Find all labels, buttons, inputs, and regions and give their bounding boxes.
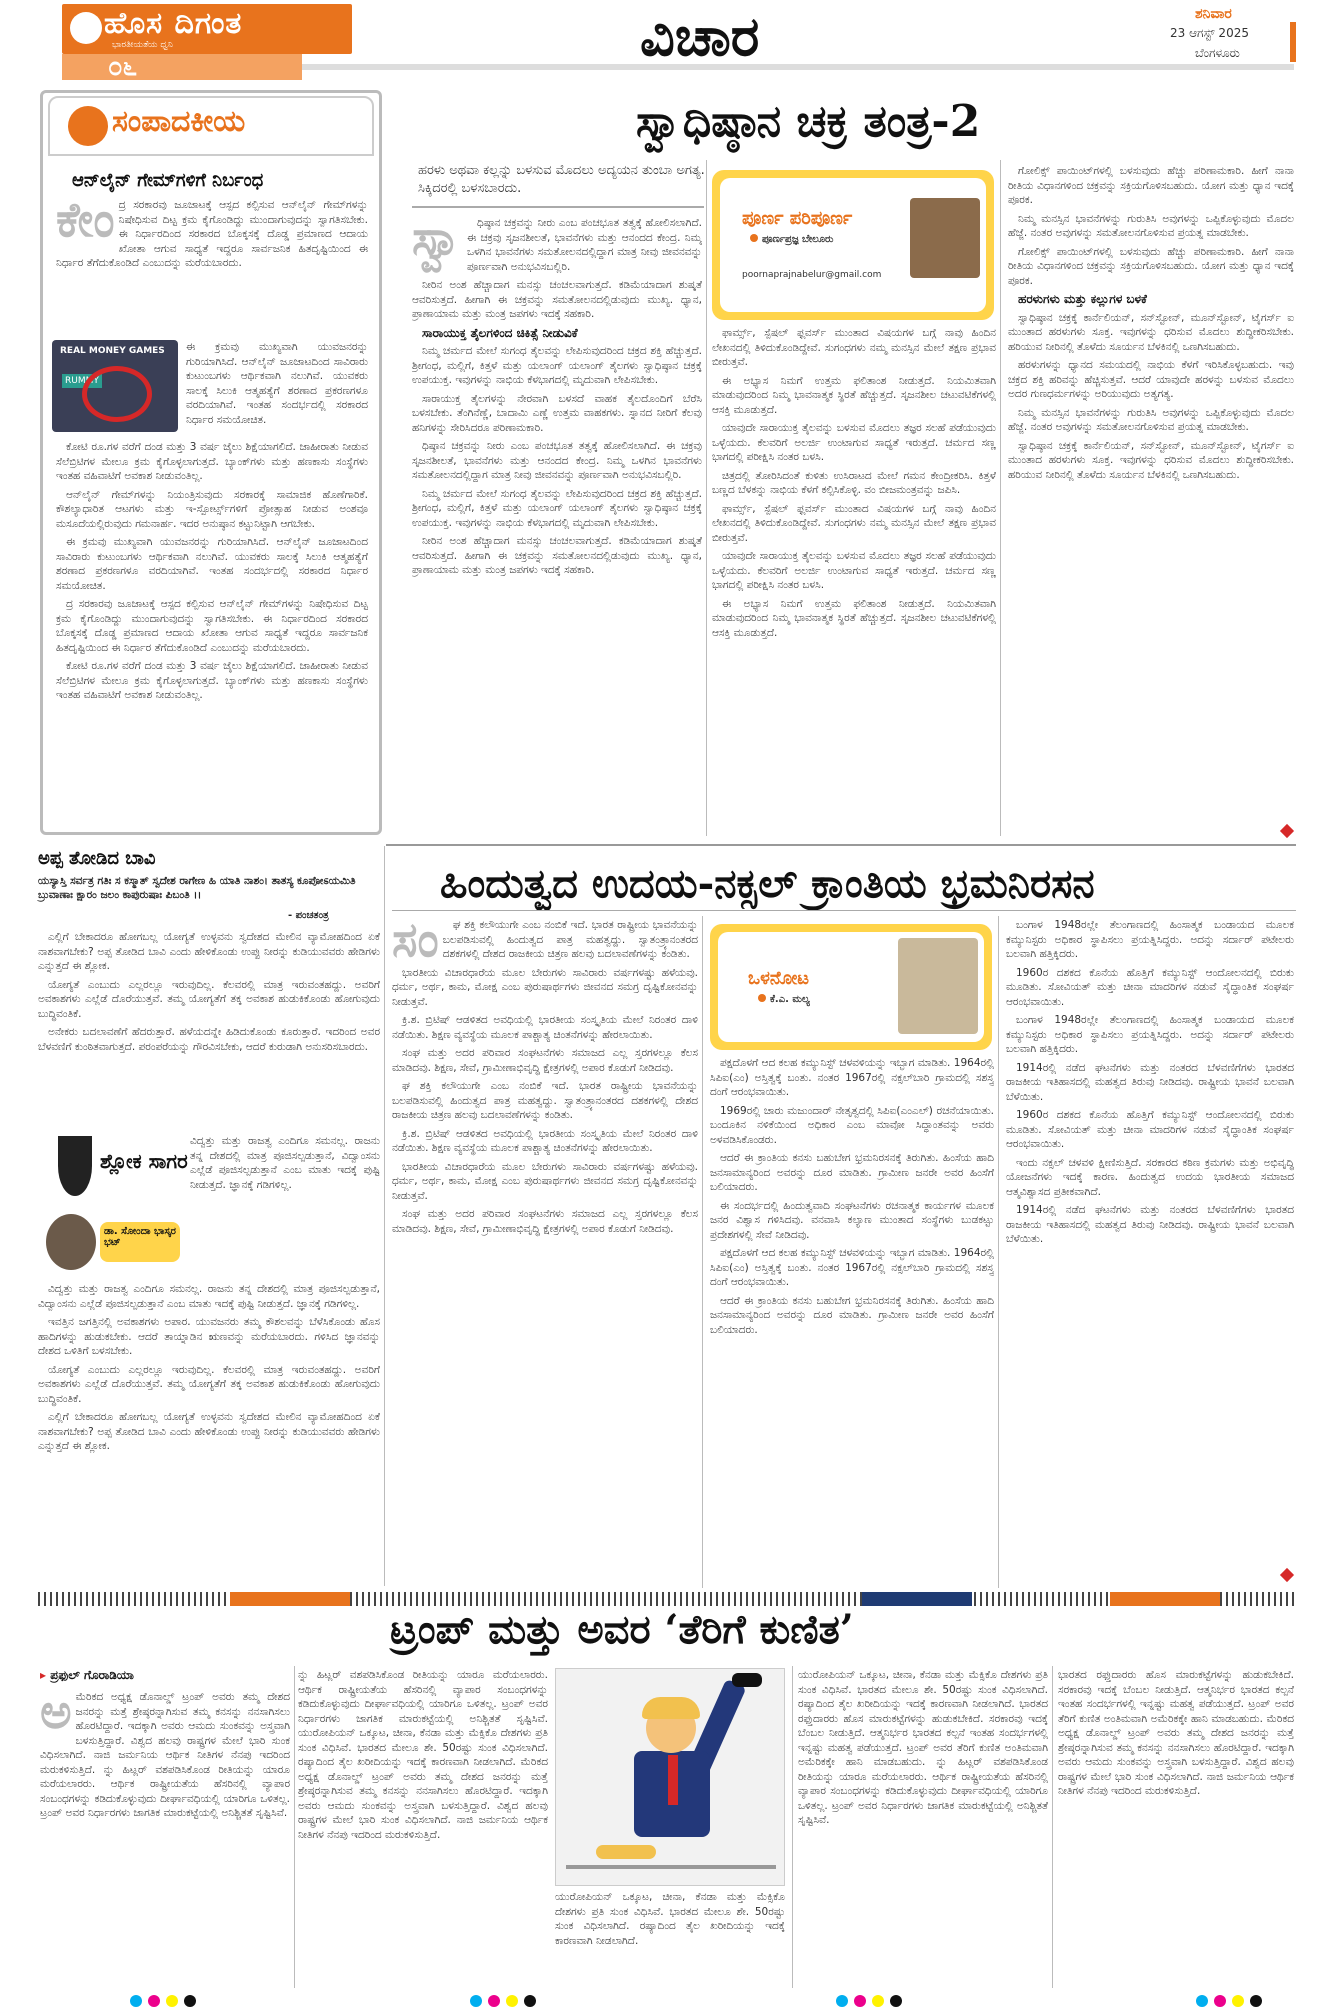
logo-emblem-icon	[70, 12, 102, 44]
column-rule	[792, 1666, 793, 1988]
editorial-text-top: ಕೇಂ ದ್ರ ಸರಕಾರವು ಜೂಜಾಟಕ್ಕೆ ಆಸ್ಪದ ಕಲ್ಪಿಸುವ ಆನ್‌ಲೈನ್ ಗೇಮ್‌ಗಳನ್ನು ನಿಷೇಧಿಸುವ ದಿಟ್ಟ ಕ್ರಮ ಕೈಗೊಂಡಿದ್ದು ಮುಂದಾಗುವುದನ್ನು ಸ್ವಾಗತಿಸಬೇಕು. ಈ ನಿರ್ಧಾರದಿಂದ ಸರಕಾರದ ಬೊಕ್ಕಸಕ್ಕೆ ದೊಡ್ಡ ಪ್ರಮಾಣದ ಆದಾಯ ಖೋತಾ ಆಗುವ ಸಾಧ್ಯತೆ ಇದ್ದರೂ ಸಾರ್ವಜನಿಕ ಹಿತದೃಷ್ಟಿಯಿಂದ ಈ ನಿರ್ಧಾರ ತೆಗೆದುಕೊಂಡಿದೆ ಎಂಬುದನ್ನು ಮರೆಯಬಾರದು.	[56, 198, 368, 269]
article2-dropcap: ಸಂ	[392, 918, 439, 968]
ban-icon	[82, 366, 152, 422]
author-photo	[910, 198, 980, 278]
article3-column-4: ಭಾರತದ ರಫ್ತುದಾರರು ಹೊಸ ಮಾರುಕಟ್ಟೆಗಳನ್ನು ಹುಡುಕಬೇಕಿದೆ. ಸರಕಾರವು ಇದಕ್ಕೆ ಬೆಂಬಲ ನೀಡುತ್ತಿದೆ. ಆತ್ಮನಿರ್ಭರ ಭಾರತದ ಕಲ್ಪನೆ ಇಂತಹ ಸಂದರ್ಭಗಳಲ್ಲಿ ಇನ್ನಷ್ಟು ಮಹತ್ವ ಪಡೆಯುತ್ತದೆ. ಟ್ರಂಪ್ ಅವರ ತೆರಿಗೆ ಕುಣಿತ ಅಂತಿಮವಾಗಿ ಅಮೆರಿಕಕ್ಕೇ ಹಾನಿ ಮಾಡಬಹುದು. ಮೆರಿಕದ ಅಧ್ಯಕ್ಷ ಡೊನಾಲ್ಡ್ ಟ್ರಂಪ್ ಅವರು ತಮ್ಮ ದೇಶದ ಜನರನ್ನು ಮತ್ತೆ ಶ್ರೇಷ್ಠರನ್ನಾಗಿಸುವ ತಮ್ಮ ಕನಸನ್ನು ನನಸಾಗಿಸಲು ಹೊರಟಿದ್ದಾರೆ. ಇದಕ್ಕಾಗಿ ಅವರು ಆಮದು ಸುಂಕವನ್ನು ಅಸ್ತ್ರವಾಗಿ ಬಳಸುತ್ತಿದ್ದಾರೆ. ವಿಶ್ವದ ಹಲವು ರಾಷ್ಟ್ರಗಳ ಮೇಲೆ ಭಾರಿ ಸುಂಕ ವಿಧಿಸಲಾಗಿದೆ. ನಾಜಿ ಜರ್ಮನಿಯ ಆರ್ಥಿಕ ನೀತಿಗಳ ನೆನಪು ಇದರಿಂದ ಮರುಕಳಿಸುತ್ತಿದೆ.	[1058, 1669, 1294, 1797]
headline-rule	[392, 910, 1296, 911]
bullet-icon	[758, 994, 766, 1002]
article3-column-1: ಅ ಮೆರಿಕದ ಅಧ್ಯಕ್ಷ ಡೊನಾಲ್ಡ್ ಟ್ರಂಪ್ ಅವರು ತಮ್ಮ ದೇಶದ ಜನರನ್ನು ಮತ್ತೆ ಶ್ರೇಷ್ಠರನ್ನಾಗಿಸುವ ತಮ್ಮ ಕನಸನ್ನು ನನಸಾಗಿಸಲು ಹೊರಟಿದ್ದಾರೆ. ಇದಕ್ಕಾಗಿ ಅವರು ಆಮದು ಸುಂಕವನ್ನು ಅಸ್ತ್ರವಾಗಿ ಬಳಸುತ್ತಿದ್ದಾರೆ. ವಿಶ್ವದ ಹಲವು ರಾಷ್ಟ್ರಗಳ ಮೇಲೆ ಭಾರಿ ಸುಂಕ ವಿಧಿಸಲಾಗಿದೆ. ನಾಜಿ ಜರ್ಮನಿಯ ಆರ್ಥಿಕ ನೀತಿಗಳ ನೆನಪು ಇದರಿಂದ ಮರುಕಳಿಸುತ್ತಿದೆ. ನ್ನು ಹಿಟ್ಲರ್ ವಶಪಡಿಸಿಕೊಂಡ ರೀತಿಯನ್ನು ಯಾರೂ ಮರೆಯಲಾರರು. ಆರ್ಥಿಕ ರಾಷ್ಟ್ರೀಯತೆಯ ಹೆಸರಿನಲ್ಲಿ ವ್ಯಾಪಾರ ಸಂಬಂಧಗಳನ್ನು ಕಡಿದುಕೊಳ್ಳುವುದು ದೀರ್ಘಾವಧಿಯಲ್ಲಿ ಯಾರಿಗೂ ಒಳಿತಲ್ಲ. ಟ್ರಂಪ್ ಅವರ ನಿರ್ಧಾರಗಳು ಜಾಗತಿಕ ಮಾರುಕಟ್ಟೆಯಲ್ಲಿ ಅನಿಶ್ಚಿತತೆ ಸೃಷ್ಟಿಸಿವೆ.	[40, 1690, 290, 1819]
online-game-ban-image	[52, 340, 178, 432]
editorial-emblem-icon	[68, 106, 108, 146]
article1-column-3: ಗೋಲಿಕ್ಸ್ ಪಾಯಿಂಟ್‌ಗಳಲ್ಲಿ ಬಳಸುವುದು ಹೆಚ್ಚು ಪರಿಣಾಮಕಾರಿ. ಹೀಗೆ ನಾನಾ ರೀತಿಯ ವಿಧಾನಗಳಿಂದ ಚಕ್ರವನ್ನು ಸಕ್ರಿಯಗೊಳಿಸಬಹುದು. ಯೋಗ ಮತ್ತು ಧ್ಯಾನ ಇದಕ್ಕೆ ಪೂರಕ. ನಿಮ್ಮ ಮನಸ್ಸಿನ ಭಾವನೆಗಳನ್ನು ಗುರುತಿಸಿ ಅವುಗಳನ್ನು ಒಪ್ಪಿಕೊಳ್ಳುವುದು ಮೊದಲ ಹೆಜ್ಜೆ. ನಂತರ ಅವುಗಳನ್ನು ಸಮತೋಲನಗೊಳಿಸುವ ಪ್ರಯತ್ನ ಮಾಡಬೇಕು. ಗೋಲಿಕ್ಸ್ ಪಾಯಿಂಟ್‌ಗಳಲ್ಲಿ ಬಳಸುವುದು ಹೆಚ್ಚು ಪರಿಣಾಮಕಾರಿ. ಹೀಗೆ ನಾನಾ ರೀತಿಯ ವಿಧಾನಗಳಿಂದ ಚಕ್ರವನ್ನು ಸಕ್ರಿಯಗೊಳಿಸಬಹುದು. ಯೋಗ ಮತ್ತು ಧ್ಯಾನ ಇದಕ್ಕೆ ಪೂರಕ. ಹರಳುಗಳು ಮತ್ತು ಕಲ್ಲುಗಳ ಬಳಕೆ ಸ್ವಾಧಿಷ್ಠಾನ ಚಕ್ರಕ್ಕೆ ಕಾರ್ನೆಲಿಯನ್, ಸನ್‌ಸ್ಟೋನ್, ಮೂನ್‌ಸ್ಟೋನ್, ಟೈಗರ್ಸ್ ಐ ಮುಂತಾದ ಹರಳುಗಳು ಸೂಕ್ತ. ಇವುಗಳನ್ನು ಧರಿಸುವ ಮೊದಲು ಶುದ್ಧೀಕರಿಸಬೇಕು. ಹರಿಯುವ ನೀರಿನಲ್ಲಿ ತೊಳೆದು ಸೂರ್ಯನ ಬೆಳಕಿನಲ್ಲಿ ಒಣಗಿಸಬಹುದು. ಹರಳುಗಳನ್ನು ಧ್ಯಾನದ ಸಮಯದಲ್ಲಿ ನಾಭಿಯ ಕೆಳಗೆ ಇರಿಸಿಕೊಳ್ಳಬಹುದು. ಇವು ಚಕ್ರದ ಶಕ್ತಿ ಹರಿವನ್ನು ಹೆಚ್ಚಿಸುತ್ತವೆ. ಆದರೆ ಯಾವುದೇ ಹರಳನ್ನು ಬಳಸುವ ಮೊದಲು ಅದರ ಗುಣಧರ್ಮಗಳನ್ನು ಅರಿಯುವುದು ಅತ್ಯಗತ್ಯ. ನಿಮ್ಮ ಮನಸ್ಸಿನ ಭಾವನೆಗಳನ್ನು ಗುರುತಿಸಿ ಅವುಗಳನ್ನು ಒಪ್ಪಿಕೊಳ್ಳುವುದು ಮೊದಲ ಹೆಜ್ಜೆ. ನಂತರ ಅವುಗಳನ್ನು ಸಮತೋಲನಗೊಳಿಸುವ ಪ್ರಯತ್ನ ಮಾಡಬೇಕು. ಸ್ವಾಧಿಷ್ಠಾನ ಚಕ್ರಕ್ಕೆ ಕಾರ್ನೆಲಿಯನ್, ಸನ್‌ಸ್ಟೋನ್, ಮೂನ್‌ಸ್ಟೋನ್, ಟೈಗರ್ಸ್ ಐ ಮುಂತಾದ ಹರಳುಗಳು ಸೂಕ್ತ. ಇವುಗಳನ್ನು ಧರಿಸುವ ಮೊದಲು ಶುದ್ಧೀಕರಿಸಬೇಕು. ಹರಿಯುವ ನೀರಿನಲ್ಲಿ ತೊಳೆದು ಸೂರ್ಯನ ಬೆಳಕಿನಲ್ಲಿ ಒಣಗಿಸಬಹುದು.	[1008, 165, 1294, 481]
registration-marks	[470, 1992, 542, 2006]
article1-author: ಪೂರ್ಣಪ್ರಜ್ಞ ಬೇಲೂರು	[750, 234, 833, 245]
divider-accent	[230, 1592, 350, 1606]
apta-text-bottom: ವಿದ್ವತ್ತು ಮತ್ತು ರಾಜತ್ವ ಎಂದಿಗೂ ಸಮನಲ್ಲ. ರಾಜನು ತನ್ನ ದೇಶದಲ್ಲಿ ಮಾತ್ರ ಪೂಜಿಸಲ್ಪಡುತ್ತಾನೆ, ವಿದ್ವಾಂಸನು ಎಲ್ಲೆಡೆ ಪೂಜಿಸಲ್ಪಡುತ್ತಾನೆ ಎಂಬ ಮಾತು ಇದಕ್ಕೆ ಪುಷ್ಟಿ ನೀಡುತ್ತದೆ. ಜ್ಞಾನಕ್ಕೆ ಗಡಿಗಳಿಲ್ಲ. ಇವತ್ತಿನ ಜಗತ್ತಿನಲ್ಲಿ ಅವಕಾಶಗಳು ಅಪಾರ. ಯುವಜನರು ತಮ್ಮ ಕೌಶಲವನ್ನು ಬೆಳೆಸಿಕೊಂಡು ಹೊಸ ಹಾದಿಗಳನ್ನು ಹುಡುಕಬೇಕು. ಆದರೆ ತಾಯ್ನಾಡಿನ ಋಣವನ್ನು ಮರೆಯಬಾರದು. ಗಳಿಸಿದ ಜ್ಞಾನವನ್ನು ದೇಶದ ಒಳಿತಿಗೆ ಬಳಸಬೇಕು. ಯೋಗ್ಯತೆ ಎಂಬುದು ಎಲ್ಲರಲ್ಲೂ ಇರುವುದಿಲ್ಲ. ಕೆಲವರಲ್ಲಿ ಮಾತ್ರ ಇರುವಂತಹದ್ದು. ಅವರಿಗೆ ಅವಕಾಶಗಳು ಎಲ್ಲೆಡೆ ದೊರೆಯುತ್ತವೆ. ತಮ್ಮ ಯೋಗ್ಯತೆಗೆ ತಕ್ಕ ಅವಕಾಶ ಹುಡುಕಿಕೊಂಡು ಹೋಗುವುದು ಬುದ್ಧಿವಂತಿಕೆ. ಎಲ್ಲಿಗೆ ಬೇಕಾದರೂ ಹೋಗಬಲ್ಲ ಯೋಗ್ಯತೆ ಉಳ್ಳವನು ಸ್ವದೇಶದ ಮೇಲಿನ ವ್ಯಾಮೋಹದಿಂದ ಏಕೆ ನಾಶವಾಗಬೇಕು? ಅಪ್ಪ ತೋಡಿದ ಬಾವಿ ಎಂದು ಹೇಳಿಕೊಂಡು ಉಪ್ಪು ನೀರನ್ನು ಕುಡಿಯುವವರು ಹೇಡಿಗಳು ಎನ್ನುತ್ತದೆ ಈ ಶ್ಲೋಕ.	[38, 1283, 380, 1452]
apta-title[interactable]: ಅಪ್ಪ ತೋಡಿದ ಬಾವಿ	[38, 848, 156, 869]
header-accent-bar	[1290, 22, 1296, 62]
editorial-text-side: ಈ ಕ್ರಮವು ಮುಖ್ಯವಾಗಿ ಯುವಜನರನ್ನು ಗುರಿಯಾಗಿಸಿದೆ. ಆನ್‌ಲೈನ್ ಜೂಜಾಟದಿಂದ ಸಾವಿರಾರು ಕುಟುಂಬಗಳು ಆರ್ಥಿಕವಾಗಿ ನಲುಗಿವೆ. ಯುವಕರು ಸಾಲಕ್ಕೆ ಸಿಲುಕಿ ಆತ್ಮಹತ್ಯೆಗೆ ಶರಣಾದ ಪ್ರಕರಣಗಳೂ ವರದಿಯಾಗಿವೆ. ಇಂತಹ ಸಂದರ್ಭದಲ್ಲಿ ಸರಕಾರದ ನಿರ್ಧಾರ ಸಮಯೋಚಿತ.	[186, 341, 368, 426]
page-number: ೦೬	[108, 52, 138, 82]
issue-day: ಶನಿವಾರ	[1195, 6, 1232, 22]
article1-headline[interactable]: ಸ್ವಾಧಿಷ್ಠಾನ ಚಕ್ರ ತಂತ್ರ-2	[636, 96, 981, 147]
article2-author-card	[710, 924, 992, 1050]
registration-marks	[836, 1992, 908, 2006]
article3-byline: ▸ ಪ್ರಫುಲ್ ಗೊರಾಡಿಯಾ	[40, 1668, 134, 1682]
article3-dropcap: ಅ	[40, 1690, 72, 1740]
article1-column-2: ಫಾರ್ಮ್ಸ್, ಸ್ಪೆಷಲ್ ಫ್ಲವರ್ಸ್ ಮುಂತಾದ ವಿಷಯಗಳ ಬಗ್ಗೆ ನಾವು ಹಿಂದಿನ ಲೇಖನದಲ್ಲಿ ತಿಳಿದುಕೊಂಡಿದ್ದೇವೆ. ಸುಗಂಧಗಳು ನಮ್ಮ ಮನಸ್ಸಿನ ಮೇಲೆ ತಕ್ಷಣ ಪ್ರಭಾವ ಬೀರುತ್ತವೆ. ಈ ಅಭ್ಯಾಸ ನಿಮಗೆ ಉತ್ತಮ ಫಲಿತಾಂಶ ನೀಡುತ್ತದೆ. ನಿಯಮಿತವಾಗಿ ಮಾಡುವುದರಿಂದ ನಿಮ್ಮ ಭಾವನಾತ್ಮಕ ಸ್ಥಿರತೆ ಹೆಚ್ಚುತ್ತದೆ. ಸೃಜನಶೀಲ ಚಟುವಟಿಕೆಗಳಲ್ಲಿ ಆಸಕ್ತಿ ಮೂಡುತ್ತದೆ. ಯಾವುದೇ ಸಾರಾಯುಕ್ತ ತೈಲವನ್ನು ಬಳಸುವ ಮೊದಲು ತಜ್ಞರ ಸಲಹೆ ಪಡೆಯುವುದು ಒಳ್ಳೆಯದು. ಕೆಲವರಿಗೆ ಅಲರ್ಜಿ ಉಂಟಾಗುವ ಸಾಧ್ಯತೆ ಇರುತ್ತದೆ. ಚರ್ಮದ ಸಣ್ಣ ಭಾಗದಲ್ಲಿ ಪರೀಕ್ಷಿಸಿ ನಂತರ ಬಳಸಿ. ಚಿತ್ರದಲ್ಲಿ ತೋರಿಸಿದಂತೆ ಕುಳಿತು ಉಸಿರಾಟದ ಮೇಲೆ ಗಮನ ಕೇಂದ್ರೀಕರಿಸಿ. ಕಿತ್ತಳೆ ಬಣ್ಣದ ಬೆಳಕನ್ನು ನಾಭಿಯ ಕೆಳಗೆ ಕಲ್ಪಿಸಿಕೊಳ್ಳಿ. ವಂ ಬೀಜಮಂತ್ರವನ್ನು ಜಪಿಸಿ. ಫಾರ್ಮ್ಸ್, ಸ್ಪೆಷಲ್ ಫ್ಲವರ್ಸ್ ಮುಂತಾದ ವಿಷಯಗಳ ಬಗ್ಗೆ ನಾವು ಹಿಂದಿನ ಲೇಖನದಲ್ಲಿ ತಿಳಿದುಕೊಂಡಿದ್ದೇವೆ. ಸುಗಂಧಗಳು ನಮ್ಮ ಮನಸ್ಸಿನ ಮೇಲೆ ತಕ್ಷಣ ಪ್ರಭಾವ ಬೀರುತ್ತವೆ. ಯಾವುದೇ ಸಾರಾಯುಕ್ತ ತೈಲವನ್ನು ಬಳಸುವ ಮೊದಲು ತಜ್ಞರ ಸಲಹೆ ಪಡೆಯುವುದು ಒಳ್ಳೆಯದು. ಕೆಲವರಿಗೆ ಅಲರ್ಜಿ ಉಂಟಾಗುವ ಸಾಧ್ಯತೆ ಇರುತ್ತದೆ. ಚರ್ಮದ ಸಣ್ಣ ಭಾಗದಲ್ಲಿ ಪರೀಕ್ಷಿಸಿ ನಂತರ ಬಳಸಿ. ಈ ಅಭ್ಯಾಸ ನಿಮಗೆ ಉತ್ತಮ ಫಲಿತಾಂಶ ನೀಡುತ್ತದೆ. ನಿಯಮಿತವಾಗಿ ಮಾಡುವುದರಿಂದ ನಿಮ್ಮ ಭಾವನಾತ್ಮಕ ಸ್ಥಿರತೆ ಹೆಚ್ಚುತ್ತದೆ. ಸೃಜನಶೀಲ ಚಟುವಟಿಕೆಗಳಲ್ಲಿ ಆಸಕ್ತಿ ಮೂಡುತ್ತದೆ.	[712, 327, 996, 639]
issue-date: 23 ಆಗಸ್ಟ್ 2025	[1170, 26, 1249, 40]
article1-subhead-oils: ಸಾರಾಯುಕ್ತ ತೈಲಗಳಿಂದ ಚಿಕಿತ್ಸೆ ನೀಡುವಿಕೆ	[422, 325, 578, 340]
page-divider	[38, 1592, 1298, 1606]
editorial-text-body: ಕೋಟಿ ರೂ.ಗಳ ವರೆಗೆ ದಂಡ ಮತ್ತು 3 ವರ್ಷ ಜೈಲು ಶಿಕ್ಷೆಯಾಗಲಿದೆ. ಜಾಹೀರಾತು ನೀಡುವ ಸೆಲೆಬ್ರಿಟಿಗಳ ಮೇಲೂ ಕ್ರಮ ಕೈಗೊಳ್ಳಲಾಗುತ್ತದೆ. ಬ್ಯಾಂಕ್‌ಗಳು ಮತ್ತು ಹಣಕಾಸು ಸಂಸ್ಥೆಗಳು ಇಂತಹ ವಹಿವಾಟಿಗೆ ಅವಕಾಶ ನೀಡುವಂತಿಲ್ಲ. ಆನ್‌ಲೈನ್ ಗೇಮ್‌ಗಳನ್ನು ನಿಯಂತ್ರಿಸುವುದು ಸರಕಾರಕ್ಕೆ ಸಾಮಾಜಿಕ ಹೊಣೆಗಾರಿಕೆ. ಕೌಶಲ್ಯಾಧಾರಿತ ಆಟಗಳು ಮತ್ತು ಇ-ಸ್ಪೋರ್ಟ್ಸ್‌ಗಳಿಗೆ ಪ್ರೋತ್ಸಾಹ ನೀಡುವ ಅಂಶವೂ ಮಸೂದೆಯಲ್ಲಿರುವುದು ಗಮನಾರ್ಹ. ಇದರ ಅನುಷ್ಠಾನ ಕಟ್ಟುನಿಟ್ಟಾಗಿ ಆಗಬೇಕು. ಈ ಕ್ರಮವು ಮುಖ್ಯವಾಗಿ ಯುವಜನರನ್ನು ಗುರಿಯಾಗಿಸಿದೆ. ಆನ್‌ಲೈನ್ ಜೂಜಾಟದಿಂದ ಸಾವಿರಾರು ಕುಟುಂಬಗಳು ಆರ್ಥಿಕವಾಗಿ ನಲುಗಿವೆ. ಯುವಕರು ಸಾಲಕ್ಕೆ ಸಿಲುಕಿ ಆತ್ಮಹತ್ಯೆಗೆ ಶರಣಾದ ಪ್ರಕರಣಗಳೂ ವರದಿಯಾಗಿವೆ. ಇಂತಹ ಸಂದರ್ಭದಲ್ಲಿ ಸರಕಾರದ ನಿರ್ಧಾರ ಸಮಯೋಚಿತ. ದ್ರ ಸರಕಾರವು ಜೂಜಾಟಕ್ಕೆ ಆಸ್ಪದ ಕಲ್ಪಿಸುವ ಆನ್‌ಲೈನ್ ಗೇಮ್‌ಗಳನ್ನು ನಿಷೇಧಿಸುವ ದಿಟ್ಟ ಕ್ರಮ ಕೈಗೊಂಡಿದ್ದು ಮುಂದಾಗುವುದನ್ನು ಸ್ವಾಗತಿಸಬೇಕು. ಈ ನಿರ್ಧಾರದಿಂದ ಸರಕಾರದ ಬೊಕ್ಕಸಕ್ಕೆ ದೊಡ್ಡ ಪ್ರಮಾಣದ ಆದಾಯ ಖೋತಾ ಆಗುವ ಸಾಧ್ಯತೆ ಇದ್ದರೂ ಸಾರ್ವಜನಿಕ ಹಿತದೃಷ್ಟಿಯಿಂದ ಈ ನಿರ್ಧಾರ ತೆಗೆದುಕೊಂಡಿದೆ ಎಂಬುದನ್ನು ಮರೆಯಬಾರದು. ಕೋಟಿ ರೂ.ಗಳ ವರೆಗೆ ದಂಡ ಮತ್ತು 3 ವರ್ಷ ಜೈಲು ಶಿಕ್ಷೆಯಾಗಲಿದೆ. ಜಾಹೀರಾತು ನೀಡುವ ಸೆಲೆಬ್ರಿಟಿಗಳ ಮೇಲೂ ಕ್ರಮ ಕೈಗೊಳ್ಳಲಾಗುತ್ತದೆ. ಬ್ಯಾಂಕ್‌ಗಳು ಮತ್ತು ಹಣಕಾಸು ಸಂಸ್ಥೆಗಳು ಇಂತಹ ವಹಿವಾಟಿಗೆ ಅವಕಾಶ ನೀಡುವಂತಿಲ್ಲ.	[56, 441, 368, 701]
shloka-author-photo	[46, 1214, 96, 1270]
shloka-author: ಡಾ. ಸೋಂದಾ ಭಾಸ್ಕರ ಭಟ್	[100, 1222, 180, 1262]
article1-email[interactable]: poornaprajnabelur@gmail.com	[742, 270, 882, 280]
paper-tagline: ಭಾರತೀಯತೆಯ ಧ್ವನಿ	[112, 40, 173, 50]
editorial-dropcap: ಕೇಂ	[56, 198, 115, 248]
bullet-icon	[750, 234, 758, 242]
column-rule	[1052, 1666, 1053, 1988]
article2-author: ಕೆ.ಎ. ಮಲ್ಯ	[758, 994, 810, 1005]
section-title: ವಿಚಾರ	[640, 4, 760, 68]
rummy-label: RUMMY	[62, 374, 102, 388]
page-tab	[62, 54, 302, 80]
article1-author-card	[712, 170, 994, 320]
article1-subhead-crystals: ಹರಳುಗಳು ಮತ್ತು ಕಲ್ಲುಗಳ ಬಳಕೆ	[1018, 292, 1147, 306]
article1-column-1: ಸ್ವಾ ಧಿಷ್ಠಾನ ಚಕ್ರವನ್ನು ನೀರು ಎಂಬ ಪಂಚಭೂತ ತತ್ವಕ್ಕೆ ಹೋಲಿಸಲಾಗಿದೆ. ಈ ಚಕ್ರವು ಸೃಜನಶೀಲತೆ, ಭಾವನೆಗಳು ಮತ್ತು ಆನಂದದ ಕೇಂದ್ರ. ನಿಮ್ಮ ಒಳಗಿನ ಭಾವನೆಗಳು ಸಮತೋಲನದಲ್ಲಿದ್ದಾಗ ಮಾತ್ರ ನೀವು ಜೀವನವನ್ನು ಪೂರ್ಣವಾಗಿ ಅನುಭವಿಸಬಲ್ಲಿರಿ. ನೀರಿನ ಅಂಶ ಹೆಚ್ಚಾದಾಗ ಮನಸ್ಸು ಚಂಚಲವಾಗುತ್ತದೆ. ಕಡಿಮೆಯಾದಾಗ ಶುಷ್ಕತೆ ಆವರಿಸುತ್ತದೆ. ಹೀಗಾಗಿ ಈ ಚಕ್ರವನ್ನು ಸಮತೋಲನದಲ್ಲಿಡುವುದು ಮುಖ್ಯ. ಧ್ಯಾನ, ಪ್ರಾಣಾಯಾಮ ಮತ್ತು ಮಂತ್ರ ಜಪಗಳು ಇದಕ್ಕೆ ಸಹಕಾರಿ. ಸಾರಾಯುಕ್ತ ತೈಲಗಳಿಂದ ಚಿಕಿತ್ಸೆ ನೀಡುವಿಕೆ ನಿಮ್ಮ ಚರ್ಮದ ಮೇಲೆ ಸುಗಂಧ ತೈಲವನ್ನು ಲೇಪಿಸುವುದರಿಂದ ಚಕ್ರದ ಶಕ್ತಿ ಹೆಚ್ಚುತ್ತದೆ. ಶ್ರೀಗಂಧ, ಮಲ್ಲಿಗೆ, ಕಿತ್ತಳೆ ಮತ್ತು ಯಲಾಂಗ್ ಯಲಾಂಗ್ ತೈಲಗಳು ಸ್ವಾಧಿಷ್ಠಾನ ಚಕ್ರಕ್ಕೆ ಉಪಯುಕ್ತ. ಇವುಗಳನ್ನು ನಾಭಿಯ ಕೆಳಭಾಗದಲ್ಲಿ ಮೃದುವಾಗಿ ಲೇಪಿಸಬೇಕು. ಸಾರಾಯುಕ್ತ ತೈಲಗಳನ್ನು ನೇರವಾಗಿ ಬಳಸದೆ ವಾಹಕ ತೈಲದೊಂದಿಗೆ ಬೆರೆಸಿ ಬಳಸಬೇಕು. ತೆಂಗಿನೆಣ್ಣೆ, ಬಾದಾಮಿ ಎಣ್ಣೆ ಉತ್ತಮ ವಾಹಕಗಳು. ಸ್ನಾನದ ನೀರಿಗೆ ಕೆಲವು ಹನಿಗಳನ್ನು ಸೇರಿಸಿದರೂ ಪರಿಣಾಮಕಾರಿ. ಧಿಷ್ಠಾನ ಚಕ್ರವನ್ನು ನೀರು ಎಂಬ ಪಂಚಭೂತ ತತ್ವಕ್ಕೆ ಹೋಲಿಸಲಾಗಿದೆ. ಈ ಚಕ್ರವು ಸೃಜನಶೀಲತೆ, ಭಾವನೆಗಳು ಮತ್ತು ಆನಂದದ ಕೇಂದ್ರ. ನಿಮ್ಮ ಒಳಗಿನ ಭಾವನೆಗಳು ಸಮತೋಲನದಲ್ಲಿದ್ದಾಗ ಮಾತ್ರ ನೀವು ಜೀವನವನ್ನು ಪೂರ್ಣವಾಗಿ ಅನುಭವಿಸಬಲ್ಲಿರಿ. ನಿಮ್ಮ ಚರ್ಮದ ಮೇಲೆ ಸುಗಂಧ ತೈಲವನ್ನು ಲೇಪಿಸುವುದರಿಂದ ಚಕ್ರದ ಶಕ್ತಿ ಹೆಚ್ಚುತ್ತದೆ. ಶ್ರೀಗಂಧ, ಮಲ್ಲಿಗೆ, ಕಿತ್ತಳೆ ಮತ್ತು ಯಲಾಂಗ್ ಯಲಾಂಗ್ ತೈಲಗಳು ಸ್ವಾಧಿಷ್ಠಾನ ಚಕ್ರಕ್ಕೆ ಉಪಯುಕ್ತ. ಇವುಗಳನ್ನು ನಾಭಿಯ ಕೆಳಭಾಗದಲ್ಲಿ ಮೃದುವಾಗಿ ಲೇಪಿಸಬೇಕು. ನೀರಿನ ಅಂಶ ಹೆಚ್ಚಾದಾಗ ಮನಸ್ಸು ಚಂಚಲವಾಗುತ್ತದೆ. ಕಡಿಮೆಯಾದಾಗ ಶುಷ್ಕತೆ ಆವರಿಸುತ್ತದೆ. ಹೀಗಾಗಿ ಈ ಚಕ್ರವನ್ನು ಸಮತೋಲನದಲ್ಲಿಡುವುದು ಮುಖ್ಯ. ಧ್ಯಾನ, ಪ್ರಾಣಾಯಾಮ ಮತ್ತು ಮಂತ್ರ ಜಪಗಳು ಇದಕ್ಕೆ ಸಹಕಾರಿ.	[412, 216, 702, 576]
issue-city: ಬೆಂಗಳೂರು	[1195, 46, 1240, 60]
standfirst-rule	[412, 206, 704, 208]
divider-accent	[1110, 1592, 1220, 1606]
apta-text-top: ಎಲ್ಲಿಗೆ ಬೇಕಾದರೂ ಹೋಗಬಲ್ಲ ಯೋಗ್ಯತೆ ಉಳ್ಳವನು ಸ್ವದೇಶದ ಮೇಲಿನ ವ್ಯಾಮೋಹದಿಂದ ಏಕೆ ನಾಶವಾಗಬೇಕು? ಅಪ್ಪ ತೋಡಿದ ಬಾವಿ ಎಂದು ಹೇಳಿಕೊಂಡು ಉಪ್ಪು ನೀರನ್ನು ಕುಡಿಯುವವರು ಹೇಡಿಗಳು ಎನ್ನುತ್ತದೆ ಈ ಶ್ಲೋಕ. ಯೋಗ್ಯತೆ ಎಂಬುದು ಎಲ್ಲರಲ್ಲೂ ಇರುವುದಿಲ್ಲ. ಕೆಲವರಲ್ಲಿ ಮಾತ್ರ ಇರುವಂತಹದ್ದು. ಅವರಿಗೆ ಅವಕಾಶಗಳು ಎಲ್ಲೆಡೆ ದೊರೆಯುತ್ತವೆ. ತಮ್ಮ ಯೋಗ್ಯತೆಗೆ ತಕ್ಕ ಅವಕಾಶ ಹುಡುಕಿಕೊಂಡು ಹೋಗುವುದು ಬುದ್ಧಿವಂತಿಕೆ. ಅನೇಕರು ಬದಲಾವಣೆಗೆ ಹೆದರುತ್ತಾರೆ. ಹಳೆಯದನ್ನೇ ಹಿಡಿದುಕೊಂಡು ಕೂರುತ್ತಾರೆ. ಇದರಿಂದ ಅವರ ಬೆಳವಣಿಗೆ ಕುಂಠಿತವಾಗುತ್ತದೆ. ಪರಂಪರೆಯನ್ನು ಗೌರವಿಸಬೇಕು, ಆದರೆ ಕುರುಡಾಗಿ ಅನುಸರಿಸಬಾರದು.	[38, 931, 380, 1053]
paper-name: ಹೊಸ ದಿಗಂತ	[104, 6, 243, 41]
column-rule	[294, 1666, 295, 1988]
article3-column-3: ಯುರೋಪಿಯನ್ ಒಕ್ಕೂಟ, ಚೀನಾ, ಕೆನಡಾ ಮತ್ತು ಮೆಕ್ಸಿಕೊ ದೇಶಗಳು ಪ್ರತಿ ಸುಂಕ ವಿಧಿಸಿವೆ. ಭಾರತದ ಮೇಲೂ ಶೇ. 50ರಷ್ಟು ಸುಂಕ ವಿಧಿಸಲಾಗಿದೆ. ರಷ್ಯಾದಿಂದ ತೈಲ ಖರೀದಿಯನ್ನು ಇದಕ್ಕೆ ಕಾರಣವಾಗಿ ನೀಡಲಾಗಿದೆ. ಭಾರತದ ರಫ್ತುದಾರರು ಹೊಸ ಮಾರುಕಟ್ಟೆಗಳನ್ನು ಹುಡುಕಬೇಕಿದೆ. ಸರಕಾರವು ಇದಕ್ಕೆ ಬೆಂಬಲ ನೀಡುತ್ತಿದೆ. ಆತ್ಮನಿರ್ಭರ ಭಾರತದ ಕಲ್ಪನೆ ಇಂತಹ ಸಂದರ್ಭಗಳಲ್ಲಿ ಇನ್ನಷ್ಟು ಮಹತ್ವ ಪಡೆಯುತ್ತದೆ. ಟ್ರಂಪ್ ಅವರ ತೆರಿಗೆ ಕುಣಿತ ಅಂತಿಮವಾಗಿ ಅಮೆರಿಕಕ್ಕೇ ಹಾನಿ ಮಾಡಬಹುದು. ನ್ನು ಹಿಟ್ಲರ್ ವಶಪಡಿಸಿಕೊಂಡ ರೀತಿಯನ್ನು ಯಾರೂ ಮರೆಯಲಾರರು. ಆರ್ಥಿಕ ರಾಷ್ಟ್ರೀಯತೆಯ ಹೆಸರಿನಲ್ಲಿ ವ್ಯಾಪಾರ ಸಂಬಂಧಗಳನ್ನು ಕಡಿದುಕೊಳ್ಳುವುದು ದೀರ್ಘಾವಧಿಯಲ್ಲಿ ಯಾರಿಗೂ ಒಳಿತಲ್ಲ. ಟ್ರಂಪ್ ಅವರ ನಿರ್ಧಾರಗಳು ಜಾಗತಿಕ ಮಾರುಕಟ್ಟೆಯಲ್ಲಿ ಅನಿಶ್ಚಿತತೆ ಸೃಷ್ಟಿಸಿವೆ.	[798, 1669, 1048, 1826]
registration-marks	[1196, 1992, 1268, 2006]
trump-cartoon	[555, 1668, 785, 1886]
ink-pen-icon	[58, 1136, 92, 1196]
apta-text-side: ವಿದ್ವತ್ತು ಮತ್ತು ರಾಜತ್ವ ಎಂದಿಗೂ ಸಮನಲ್ಲ. ರಾಜನು ತನ್ನ ದೇಶದಲ್ಲಿ ಮಾತ್ರ ಪೂಜಿಸಲ್ಪಡುತ್ತಾನೆ, ವಿದ್ವಾಂಸನು ಎಲ್ಲೆಡೆ ಪೂಜಿಸಲ್ಪಡುತ್ತಾನೆ ಎಂಬ ಮಾತು ಇದಕ್ಕೆ ಪುಷ್ಟಿ ನೀಡುತ್ತದೆ. ಜ್ಞಾನಕ್ಕೆ ಗಡಿಗಳಿಲ್ಲ.	[190, 1135, 380, 1191]
article1-column-name: ಪೂರ್ಣ ಪರಿಪೂರ್ಣ	[742, 208, 853, 229]
article2-column-3: ಬಂಗಾಳ 1948ರಲ್ಲೇ ತೆಲಂಗಾಣದಲ್ಲಿ ಹಿಂಸಾತ್ಮಕ ಬಂಡಾಯದ ಮೂಲಕ ಕಮ್ಯುನಿಸ್ಟರು ಅಧಿಕಾರ ಸ್ಥಾಪಿಸಲು ಪ್ರಯತ್ನಿಸಿದ್ದರು. ಅದನ್ನು ಸರ್ದಾರ್ ಪಟೇಲರು ಬಲವಾಗಿ ಹತ್ತಿಕ್ಕಿದರು. 1960ರ ದಶಕದ ಕೊನೆಯ ಹೊತ್ತಿಗೆ ಕಮ್ಯುನಿಸ್ಟ್ ಆಂದೋಲನದಲ್ಲಿ ಬಿರುಕು ಮೂಡಿತು. ಸೋವಿಯತ್ ಮತ್ತು ಚೀನಾ ಮಾದರಿಗಳ ನಡುವೆ ಸೈದ್ಧಾಂತಿಕ ಸಂಘರ್ಷ ಆರಂಭವಾಯಿತು. ಬಂಗಾಳ 1948ರಲ್ಲೇ ತೆಲಂಗಾಣದಲ್ಲಿ ಹಿಂಸಾತ್ಮಕ ಬಂಡಾಯದ ಮೂಲಕ ಕಮ್ಯುನಿಸ್ಟರು ಅಧಿಕಾರ ಸ್ಥಾಪಿಸಲು ಪ್ರಯತ್ನಿಸಿದ್ದರು. ಅದನ್ನು ಸರ್ದಾರ್ ಪಟೇಲರು ಬಲವಾಗಿ ಹತ್ತಿಕ್ಕಿದರು. 1914ರಲ್ಲಿ ನಡೆದ ಘಟನೆಗಳು ಮತ್ತು ನಂತರದ ಬೆಳವಣಿಗೆಗಳು ಭಾರತದ ರಾಜಕೀಯ ಇತಿಹಾಸದಲ್ಲಿ ಮಹತ್ವದ ತಿರುವು ನೀಡಿದವು. ರಾಷ್ಟ್ರೀಯ ಭಾವನೆ ಬಲವಾಗಿ ಬೆಳೆಯಿತು. 1960ರ ದಶಕದ ಕೊನೆಯ ಹೊತ್ತಿಗೆ ಕಮ್ಯುನಿಸ್ಟ್ ಆಂದೋಲನದಲ್ಲಿ ಬಿರುಕು ಮೂಡಿತು. ಸೋವಿಯತ್ ಮತ್ತು ಚೀನಾ ಮಾದರಿಗಳ ನಡುವೆ ಸೈದ್ಧಾಂತಿಕ ಸಂಘರ್ಷ ಆರಂಭವಾಯಿತು. ಇಂದು ನಕ್ಸಲ್ ಚಳವಳಿ ಕ್ಷೀಣಿಸುತ್ತಿದೆ. ಸರಕಾರದ ಕಠಿಣ ಕ್ರಮಗಳು ಮತ್ತು ಅಭಿವೃದ್ಧಿ ಯೋಜನೆಗಳು ಇದಕ್ಕೆ ಕಾರಣ. ಹಿಂದುತ್ವದ ಉದಯ ಭಾರತೀಯ ಸಮಾಜದ ಆತ್ಮವಿಶ್ವಾಸದ ಪ್ರತೀಕವಾಗಿದೆ. 1914ರಲ್ಲಿ ನಡೆದ ಘಟನೆಗಳು ಮತ್ತು ನಂತರದ ಬೆಳವಣಿಗೆಗಳು ಭಾರತದ ರಾಜಕೀಯ ಇತಿಹಾಸದಲ್ಲಿ ಮಹತ್ವದ ತಿರುವು ನೀಡಿದವು. ರಾಷ್ಟ್ರೀಯ ಭಾವನೆ ಬಲವಾಗಿ ಬೆಳೆಯಿತು.	[1006, 919, 1294, 1245]
masthead	[0, 0, 1339, 82]
article1-standfirst: ಹರಳು ಅಥವಾ ಕಲ್ಲನ್ನು ಬಳಸುವ ಮೊದಲು ಅದ್ಯಯನ ತುಂಬಾ ಅಗತ್ಯ. ಸಿಕ್ಕಿದರಲ್ಲಿ ಬಳಸಬಾರದು.	[418, 163, 705, 196]
apta-source: - ಪಂಚತಂತ್ರ	[288, 910, 329, 921]
byline-arrow-icon: ▸	[40, 1668, 51, 1682]
article2-column-1: ಸಂ ಘ ಶಕ್ತಿ ಕಲೌಯುಗೇ ಎಂಬ ನಂಬಿಕೆ ಇದೆ. ಭಾರತ ರಾಷ್ಟ್ರೀಯ ಭಾವನೆಯನ್ನು ಬಲಪಡಿಸುವಲ್ಲಿ ಹಿಂದುತ್ವದ ಪಾತ್ರ ಮಹತ್ವದ್ದು. ಸ್ವಾತಂತ್ರ್ಯಾನಂತರದ ದಶಕಗಳಲ್ಲಿ ದೇಶದ ರಾಜಕೀಯ ಚಿತ್ರಣ ಹಲವು ಬದಲಾವಣೆಗಳನ್ನು ಕಂಡಿತು. ಭಾರತೀಯ ವಿಚಾರಧಾರೆಯ ಮೂಲ ಬೇರುಗಳು ಸಾವಿರಾರು ವರ್ಷಗಳಷ್ಟು ಹಳೆಯವು. ಧರ್ಮ, ಅರ್ಥ, ಕಾಮ, ಮೋಕ್ಷ ಎಂಬ ಪುರುಷಾರ್ಥಗಳು ಜೀವನದ ಸಮಗ್ರ ದೃಷ್ಟಿಕೋನವನ್ನು ನೀಡುತ್ತವೆ. ಕ್ರಿ.ಶ. ಬ್ರಿಟಿಷ್ ಆಡಳಿತದ ಅವಧಿಯಲ್ಲಿ ಭಾರತೀಯ ಸಂಸ್ಕೃತಿಯ ಮೇಲೆ ನಿರಂತರ ದಾಳಿ ನಡೆಯಿತು. ಶಿಕ್ಷಣ ವ್ಯವಸ್ಥೆಯ ಮೂಲಕ ಪಾಶ್ಚಾತ್ಯ ಚಿಂತನೆಗಳನ್ನು ಹೇರಲಾಯಿತು. ಸಂಘ ಮತ್ತು ಅದರ ಪರಿವಾರ ಸಂಘಟನೆಗಳು ಸಮಾಜದ ಎಲ್ಲ ಸ್ತರಗಳಲ್ಲೂ ಕೆಲಸ ಮಾಡಿದವು. ಶಿಕ್ಷಣ, ಸೇವೆ, ಗ್ರಾಮೀಣಾಭಿವೃದ್ಧಿ ಕ್ಷೇತ್ರಗಳಲ್ಲಿ ಅಪಾರ ಕೊಡುಗೆ ನೀಡಿದವು. ಘ ಶಕ್ತಿ ಕಲೌಯುಗೇ ಎಂಬ ನಂಬಿಕೆ ಇದೆ. ಭಾರತ ರಾಷ್ಟ್ರೀಯ ಭಾವನೆಯನ್ನು ಬಲಪಡಿಸುವಲ್ಲಿ ಹಿಂದುತ್ವದ ಪಾತ್ರ ಮಹತ್ವದ್ದು. ಸ್ವಾತಂತ್ರ್ಯಾನಂತರದ ದಶಕಗಳಲ್ಲಿ ದೇಶದ ರಾಜಕೀಯ ಚಿತ್ರಣ ಹಲವು ಬದಲಾವಣೆಗಳನ್ನು ಕಂಡಿತು. ಕ್ರಿ.ಶ. ಬ್ರಿಟಿಷ್ ಆಡಳಿತದ ಅವಧಿಯಲ್ಲಿ ಭಾರತೀಯ ಸಂಸ್ಕೃತಿಯ ಮೇಲೆ ನಿರಂತರ ದಾಳಿ ನಡೆಯಿತು. ಶಿಕ್ಷಣ ವ್ಯವಸ್ಥೆಯ ಮೂಲಕ ಪಾಶ್ಚಾತ್ಯ ಚಿಂತನೆಗಳನ್ನು ಹೇರಲಾಯಿತು. ಭಾರತೀಯ ವಿಚಾರಧಾರೆಯ ಮೂಲ ಬೇರುಗಳು ಸಾವಿರಾರು ವರ್ಷಗಳಷ್ಟು ಹಳೆಯವು. ಧರ್ಮ, ಅರ್ಥ, ಕಾಮ, ಮೋಕ್ಷ ಎಂಬ ಪುರುಷಾರ್ಥಗಳು ಜೀವನದ ಸಮಗ್ರ ದೃಷ್ಟಿಕೋನವನ್ನು ನೀಡುತ್ತವೆ. ಸಂಘ ಮತ್ತು ಅದರ ಪರಿವಾರ ಸಂಘಟನೆಗಳು ಸಮಾಜದ ಎಲ್ಲ ಸ್ತರಗಳಲ್ಲೂ ಕೆಲಸ ಮಾಡಿದವು. ಶಿಕ್ಷಣ, ಸೇವೆ, ಗ್ರಾಮೀಣಾಭಿವೃದ್ಧಿ ಕ್ಷೇತ್ರಗಳಲ್ಲಿ ಅಪಾರ ಕೊಡುಗೆ ನೀಡಿದವು.	[392, 918, 698, 1235]
column-rule	[1000, 160, 1001, 836]
article2-column-2: ಪಕ್ಷದೊಳಗೆ ಆದ ಕಲಹ ಕಮ್ಯುನಿಸ್ಟ್ ಚಳವಳಿಯನ್ನು ಇಬ್ಭಾಗ ಮಾಡಿತು. 1964ರಲ್ಲಿ ಸಿಪಿಐ(ಎಂ) ಅಸ್ತಿತ್ವಕ್ಕೆ ಬಂತು. ನಂತರ 1967ರಲ್ಲಿ ನಕ್ಸಲ್‌ಬಾರಿ ಗ್ರಾಮದಲ್ಲಿ ಸಶಸ್ತ್ರ ದಂಗೆ ಆರಂಭವಾಯಿತು. 1969ರಲ್ಲಿ ಚಾರು ಮಜುಂದಾರ್ ನೇತೃತ್ವದಲ್ಲಿ ಸಿಪಿಐ(ಎಂಎಲ್) ರಚನೆಯಾಯಿತು. ಬಂದೂಕಿನ ನಳಿಕೆಯಿಂದ ಅಧಿಕಾರ ಎಂಬ ಮಾವೋ ಸಿದ್ಧಾಂತವನ್ನು ಅವರು ಅಳವಡಿಸಿಕೊಂಡರು. ಆದರೆ ಈ ಕ್ರಾಂತಿಯ ಕನಸು ಬಹುಬೇಗ ಭ್ರಮನಿರಸನಕ್ಕೆ ತಿರುಗಿತು. ಹಿಂಸೆಯ ಹಾದಿ ಜನಸಾಮಾನ್ಯರಿಂದ ಅವರನ್ನು ದೂರ ಮಾಡಿತು. ಗ್ರಾಮೀಣ ಜನರೇ ಅವರ ಹಿಂಸೆಗೆ ಬಲಿಯಾದರು. ಈ ಸಂದರ್ಭದಲ್ಲಿ ಹಿಂದುತ್ವವಾದಿ ಸಂಘಟನೆಗಳು ರಚನಾತ್ಮಕ ಕಾರ್ಯಗಳ ಮೂಲಕ ಜನರ ವಿಶ್ವಾಸ ಗಳಿಸಿದವು. ವನವಾಸಿ ಕಲ್ಯಾಣ ಮುಂತಾದ ಸಂಸ್ಥೆಗಳು ಬುಡಕಟ್ಟು ಪ್ರದೇಶಗಳಲ್ಲಿ ಸೇವೆ ನೀಡಿದವು. ಪಕ್ಷದೊಳಗೆ ಆದ ಕಲಹ ಕಮ್ಯುನಿಸ್ಟ್ ಚಳವಳಿಯನ್ನು ಇಬ್ಭಾಗ ಮಾಡಿತು. 1964ರಲ್ಲಿ ಸಿಪಿಐ(ಎಂ) ಅಸ್ತಿತ್ವಕ್ಕೆ ಬಂತು. ನಂತರ 1967ರಲ್ಲಿ ನಕ್ಸಲ್‌ಬಾರಿ ಗ್ರಾಮದಲ್ಲಿ ಸಶಸ್ತ್ರ ದಂಗೆ ಆರಂಭವಾಯಿತು. ಆದರೆ ಈ ಕ್ರಾಂತಿಯ ಕನಸು ಬಹುಬೇಗ ಭ್ರಮನಿರಸನಕ್ಕೆ ತಿರುಗಿತು. ಹಿಂಸೆಯ ಹಾದಿ ಜನಸಾಮಾನ್ಯರಿಂದ ಅವರನ್ನು ದೂರ ಮಾಡಿತು. ಗ್ರಾಮೀಣ ಜನರೇ ಅವರ ಹಿಂಸೆಗೆ ಬಲಿಯಾದರು.	[710, 1057, 994, 1336]
editorial-headline[interactable]: ಆನ್‌ಲೈನ್ ಗೇಮ್‌ಗಳಿಗೆ ನಿರ್ಬಂಧ	[72, 170, 264, 191]
shloka-column-title: ಶ್ಲೋಕ ಸಾಗರ	[100, 1149, 188, 1173]
column-rule	[706, 160, 707, 836]
article2-headline[interactable]: ಹಿಂದುತ್ವದ ಉದಯ-ನಕ್ಸಲ್ ಕ್ರಾಂತಿಯ ಭ್ರಮನಿರಸನ	[440, 860, 1095, 907]
banana-peel-icon	[596, 1845, 656, 1859]
article3-headline[interactable]: ಟ್ರಂಪ್ ಮತ್ತು ಅವರ ‘ತೆರಿಗೆ ಕುಣಿತ’	[390, 1606, 854, 1653]
shoe-icon	[732, 1673, 762, 1687]
article2-column-name: ಒಳನೋಟ	[748, 968, 810, 989]
divider-accent	[862, 1592, 972, 1606]
editorial-label: ಸಂಪಾದಕೀಯ	[112, 104, 246, 139]
apta-verse: ಯಸ್ಯಾಸ್ತಿ ಸರ್ವತ್ರ ಗತಿಃ ಸ ಕಸ್ಮಾತ್ ಸ್ವದೇಶ ರಾಗೇಣ ಹಿ ಯಾತಿ ನಾಶಂ। ತಾತಸ್ಯ ಕೂಪೋಽಯಮಿತಿ ಬ್ರುವಾಣಾಃ ಕ್ಷಾರಂ ಜಲಂ ಕಾಪುರುಷಾಃ ಪಿಬಂತಿ ।।	[38, 875, 356, 901]
section-divider	[386, 844, 1296, 846]
registration-marks	[130, 1992, 202, 2006]
article1-dropcap: ಸ್ವಾ	[412, 216, 464, 266]
column-rule	[384, 846, 385, 1586]
article3-column-2: ನ್ನು ಹಿಟ್ಲರ್ ವಶಪಡಿಸಿಕೊಂಡ ರೀತಿಯನ್ನು ಯಾರೂ ಮರೆಯಲಾರರು. ಆರ್ಥಿಕ ರಾಷ್ಟ್ರೀಯತೆಯ ಹೆಸರಿನಲ್ಲಿ ವ್ಯಾಪಾರ ಸಂಬಂಧಗಳನ್ನು ಕಡಿದುಕೊಳ್ಳುವುದು ದೀರ್ಘಾವಧಿಯಲ್ಲಿ ಯಾರಿಗೂ ಒಳಿತಲ್ಲ. ಟ್ರಂಪ್ ಅವರ ನಿರ್ಧಾರಗಳು ಜಾಗತಿಕ ಮಾರುಕಟ್ಟೆಯಲ್ಲಿ ಅನಿಶ್ಚಿತತೆ ಸೃಷ್ಟಿಸಿವೆ. ಯುರೋಪಿಯನ್ ಒಕ್ಕೂಟ, ಚೀನಾ, ಕೆನಡಾ ಮತ್ತು ಮೆಕ್ಸಿಕೊ ದೇಶಗಳು ಪ್ರತಿ ಸುಂಕ ವಿಧಿಸಿವೆ. ಭಾರತದ ಮೇಲೂ ಶೇ. 50ರಷ್ಟು ಸುಂಕ ವಿಧಿಸಲಾಗಿದೆ. ರಷ್ಯಾದಿಂದ ತೈಲ ಖರೀದಿಯನ್ನು ಇದಕ್ಕೆ ಕಾರಣವಾಗಿ ನೀಡಲಾಗಿದೆ. ಮೆರಿಕದ ಅಧ್ಯಕ್ಷ ಡೊನಾಲ್ಡ್ ಟ್ರಂಪ್ ಅವರು ತಮ್ಮ ದೇಶದ ಜನರನ್ನು ಮತ್ತೆ ಶ್ರೇಷ್ಠರನ್ನಾಗಿಸುವ ತಮ್ಮ ಕನಸನ್ನು ನನಸಾಗಿಸಲು ಹೊರಟಿದ್ದಾರೆ. ಇದಕ್ಕಾಗಿ ಅವರು ಆಮದು ಸುಂಕವನ್ನು ಅಸ್ತ್ರವಾಗಿ ಬಳಸುತ್ತಿದ್ದಾರೆ. ವಿಶ್ವದ ಹಲವು ರಾಷ್ಟ್ರಗಳ ಮೇಲೆ ಭಾರಿ ಸುಂಕ ವಿಧಿಸಲಾಗಿದೆ. ನಾಜಿ ಜರ್ಮನಿಯ ಆರ್ಥಿಕ ನೀತಿಗಳ ನೆನಪು ಇದರಿಂದ ಮರುಕಳಿಸುತ್ತಿದೆ.	[298, 1669, 548, 1841]
article3-column-2b: ಯುರೋಪಿಯನ್ ಒಕ್ಕೂಟ, ಚೀನಾ, ಕೆನಡಾ ಮತ್ತು ಮೆಕ್ಸಿಕೊ ದೇಶಗಳು ಪ್ರತಿ ಸುಂಕ ವಿಧಿಸಿವೆ. ಭಾರತದ ಮೇಲೂ ಶೇ. 50ರಷ್ಟು ಸುಂಕ ವಿಧಿಸಲಾಗಿದೆ. ರಷ್ಯಾದಿಂದ ತೈಲ ಖರೀದಿಯನ್ನು ಇದಕ್ಕೆ ಕಾರಣವಾಗಿ ನೀಡಲಾಗಿದೆ.	[555, 1891, 785, 1947]
author-photo	[898, 938, 978, 1034]
game-image-label: REAL MONEY GAMES	[60, 346, 165, 356]
column-rule	[998, 916, 999, 1588]
column-rule	[702, 916, 703, 1588]
